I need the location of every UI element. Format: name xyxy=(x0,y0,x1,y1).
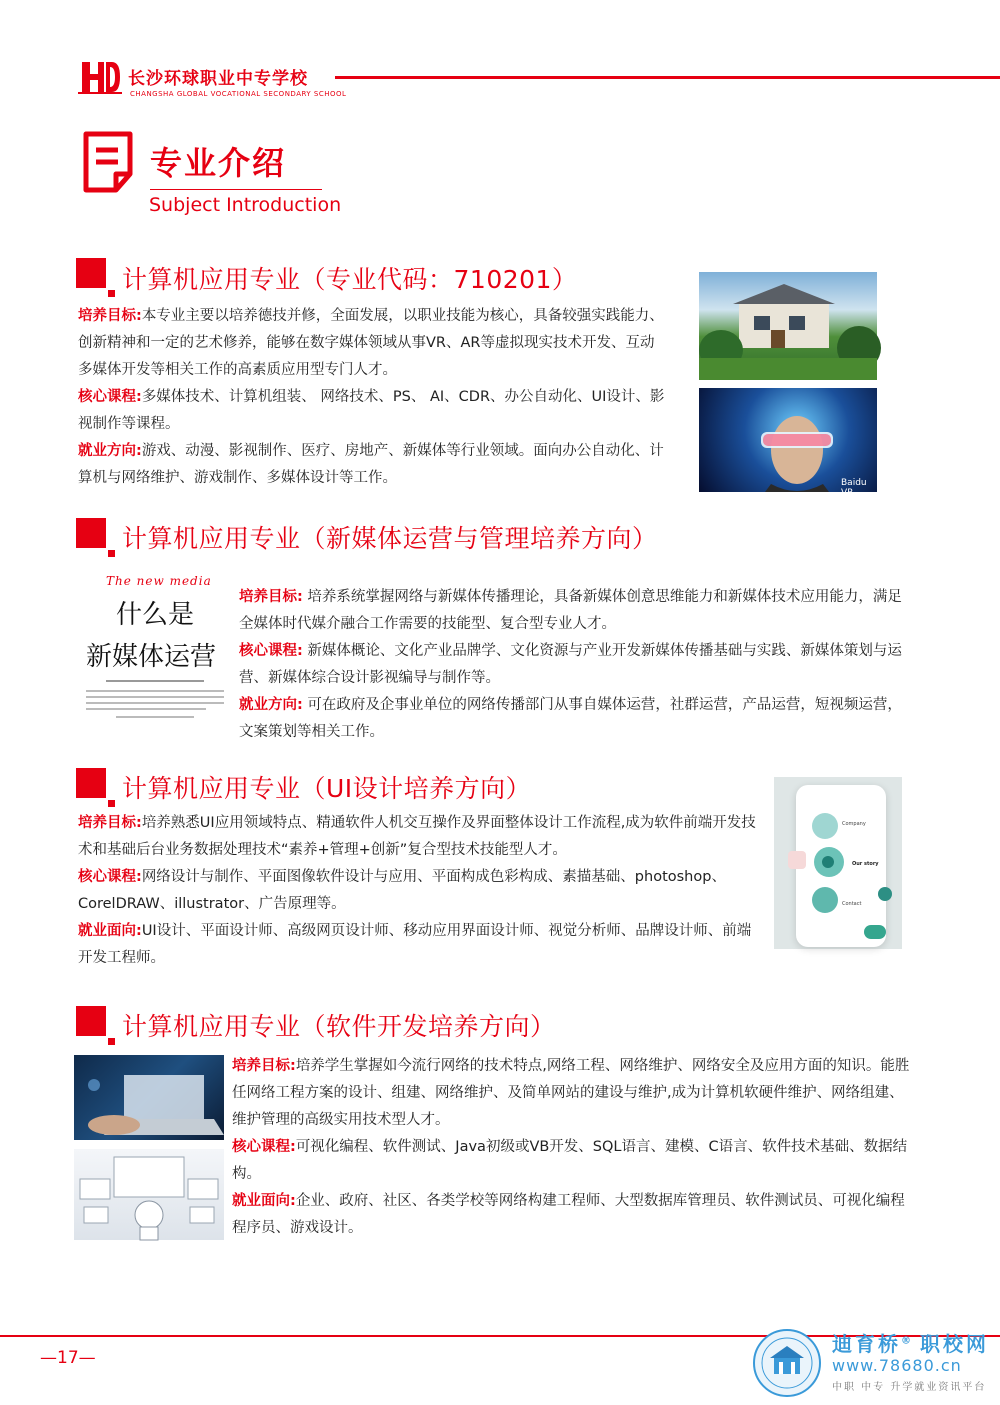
brand-url: www.78680.cn xyxy=(832,1356,962,1375)
poster-tagline: The new media xyxy=(106,574,212,588)
section-marker xyxy=(76,768,106,798)
page-number: —17— xyxy=(40,1348,96,1368)
item-text: 企业、政府、社区、各类学校等网络构建工程师、大型数据库管理员、软件测试员、可视化编程程序员、游戏设计。 xyxy=(232,1193,905,1236)
item-text: 培养熟悉UI应用领域特点、精通软件人机交互操作及界面整体设计工作流程,成为软件前端开发技术和基础后台业务数据处理技术“素养+管理+创新”复合型技术技能型人才。 xyxy=(78,815,756,858)
item-text: 培养学生掌握如今流行网络的技术特点,网络工程、网络维护、网络安全及应用方面的知识。能胜任网络工程方案的设计、组建、网络维护、及简单网站的建设与维护,成为计算机软硬件维护、网络组建、维护管理的高级实用技术型人才。 xyxy=(232,1058,910,1128)
section-body xyxy=(239,584,914,746)
robot-devices-image xyxy=(74,1149,224,1240)
school-logo-icon xyxy=(78,58,122,96)
section-marker xyxy=(76,518,106,548)
villa-image xyxy=(699,272,877,380)
item-text: 本专业主要以培养德技并修，全面发展，以职业技能为核心，具备较强实践能力、创新精神和一定的艺术修养，能够在数字媒体领域从事VR、AR等虚拟现实技术开发、互动多媒体开发等相关工作的高素质应用型专门人才。 xyxy=(78,308,664,378)
item-text: UI设计、平面设计师、高级网页设计师、移动应用界面设计师、视觉分析师、品牌设计师、前端开发工程师。 xyxy=(78,923,752,966)
item-text: 可在政府及企事业单位的网络传播部门从事自媒体运营，社群运营，产品运营，短视频运营，文案策划等相关工作。 xyxy=(239,697,902,740)
intro-underline xyxy=(150,189,322,190)
section-title: 计算机应用专业（新媒体运营与管理培养方向） xyxy=(122,524,658,553)
item-label: 就业面向: xyxy=(78,923,142,939)
item-label: 核心课程: xyxy=(239,643,303,659)
section-title: 计算机应用专业（软件开发培养方向） xyxy=(122,1012,556,1041)
vr-headset-image xyxy=(699,388,877,498)
section-title: 计算机应用专业（专业代码：710201） xyxy=(122,265,578,294)
laptop-image xyxy=(74,1055,224,1140)
item-text: 多媒体技术、计算机组装、 网络技术、PS、 AI、CDR、办公自动化、UI设计、影视制作等课程。 xyxy=(78,389,665,432)
item-label: 培养目标: xyxy=(232,1058,296,1074)
item-text: 新媒体概论、文化产业品牌学、文化资源与产业开发新媒体传播基础与实践、新媒体策划与运营、新媒体综合设计影视编导与制作等。 xyxy=(239,643,902,686)
item-text: 可视化编程、软件测试、Java初级或VB开发、SQL语言、建模、C语言、软件技术基础、数据结构。 xyxy=(232,1139,908,1182)
header-divider xyxy=(335,76,1000,79)
poster-fine-print xyxy=(86,680,224,740)
document-icon xyxy=(80,130,136,194)
item-label: 核心课程: xyxy=(78,389,142,405)
school-name-en: CHANGSHA GLOBAL VOCATIONAL SECONDARY SCHOOL xyxy=(130,90,347,98)
school-name-cn: 长沙环球职业中专学校 xyxy=(128,69,308,89)
ui-mockup-image xyxy=(774,777,902,949)
section-body xyxy=(78,303,668,492)
item-label: 培养目标: xyxy=(78,308,142,324)
section-title: 计算机应用专业（UI设计培养方向） xyxy=(122,774,532,803)
item-label: 培养目标: xyxy=(239,589,303,605)
intro-title-en: Subject Introduction xyxy=(149,194,342,216)
poster-line-2: 新媒体运营 xyxy=(86,642,217,672)
brand-seal-icon xyxy=(752,1328,822,1398)
item-label: 培养目标: xyxy=(78,815,142,831)
item-label: 核心课程: xyxy=(232,1139,296,1155)
section-marker xyxy=(76,1006,106,1036)
mock-menu-company: Company xyxy=(842,821,866,827)
item-label: 就业面向: xyxy=(232,1193,296,1209)
item-label: 就业方向: xyxy=(78,443,142,459)
item-label: 就业方向: xyxy=(239,697,303,713)
vr-caption: Baidu VR xyxy=(841,478,867,498)
new-media-poster xyxy=(80,572,230,746)
intro-title-cn: 专业介绍 xyxy=(150,144,287,182)
section-body xyxy=(232,1053,912,1242)
item-text: 培养系统掌握网络与新媒体传播理论，具备新媒体创意思维能力和新媒体技术应用能力，满足全媒体时代媒介融合工作需要的技能型、复合型专业人才。 xyxy=(239,589,902,632)
mock-menu-contact: Contact xyxy=(842,901,862,907)
poster-line-1: 什么是 xyxy=(116,600,195,630)
brand-slogan: 中职 中专 升学就业资讯平台 xyxy=(832,1382,987,1393)
section-marker xyxy=(76,258,106,288)
mock-menu-story: Our story xyxy=(852,861,879,867)
item-text: 游戏、动漫、影视制作、医疗、房地产、新媒体等行业领域。面向办公自动化、计算机与网络维护、游戏制作、多媒体设计等工作。 xyxy=(78,443,664,486)
brand-name: 迪育桥® 职校网 xyxy=(832,1332,989,1356)
section-body xyxy=(78,810,763,972)
item-label: 核心课程: xyxy=(78,869,142,885)
item-text: 网络设计与制作、平面图像软件设计与应用、平面构成色彩构成、素描基础、photoshop、CorelDRAW、illustrator、广告原理等。 xyxy=(78,869,726,912)
